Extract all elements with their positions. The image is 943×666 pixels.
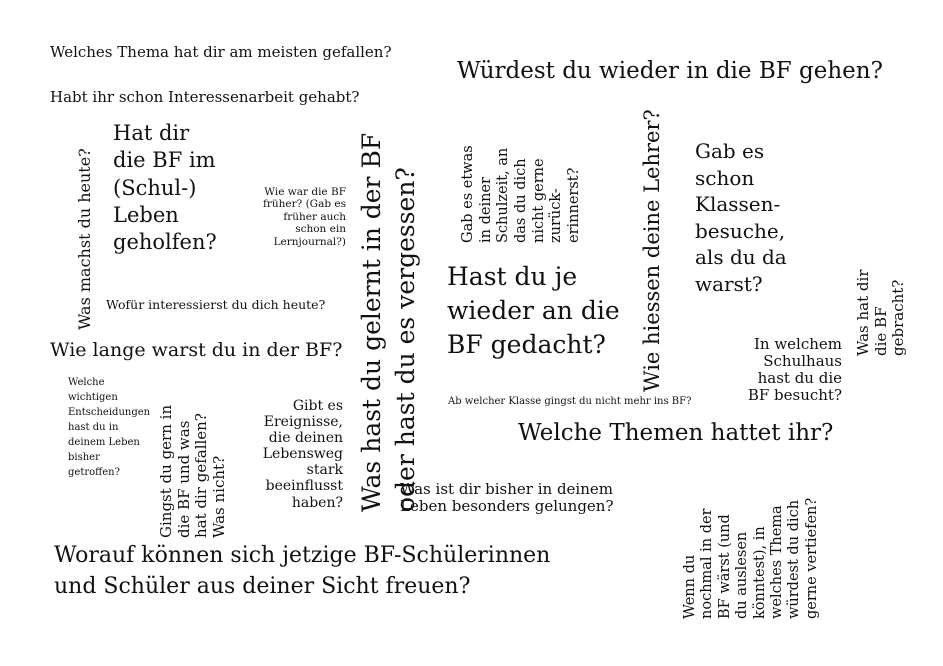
question-wieder-bf: Würdest du wieder in die BF gehen? (457, 58, 883, 84)
question-schulzeit: Gab es etwas in deiner Schulzeit, an das du dich nicht gerne zurück- erinnerst? (460, 145, 583, 243)
question-klasse-nicht-mehr: Ab welcher Klasse gingst du nicht mehr ins BF? (448, 396, 692, 407)
question-themen: Welche Themen hattet ihr? (518, 420, 834, 446)
question-was-machst: Was machst du heute? (75, 148, 94, 330)
question-nochmal: Wenn du nochmal in der BF wärst (und du auslesen könntest), in welches Thema würdest du dich gerne vertiefen? (682, 497, 820, 619)
question-gebracht: Was hat dir die BF gebracht? (854, 269, 908, 356)
question-freuen: Worauf können sich jetzige BF-Schülerinnen und Schüler aus deiner Sicht freuen? (54, 543, 551, 599)
question-je-gedacht: Hast du je wieder an die BF gedacht? (447, 262, 620, 359)
question-gern-gegangen: Gingst du gern in die BF und was hat dir gefallen? Was nicht? (157, 404, 228, 538)
question-lehrer: Wie hiessen deine Lehrer? (640, 109, 664, 392)
question-wie-lange: Wie lange warst du in der BF? (50, 339, 343, 361)
question-entscheidungen: Welche wichtigen Entscheidungen hast du in deinem Leben bisher getroffen? (68, 377, 151, 478)
question-interessierst: Wofür interessierst du dich heute? (106, 297, 326, 312)
question-klassenbesuche: Gab es schon Klassen- besuche, als du da warst? (695, 139, 787, 296)
question-interessenarbeit: Habt ihr schon Interessenarbeit gehabt? (50, 88, 360, 106)
question-gelernt-vergessen: Was hast du gelernt in der BF oder hast du es vergessen? (357, 132, 420, 512)
question-bf-geholfen: Hat dir die BF im (Schul-) Leben geholfen? (113, 121, 217, 255)
question-schulhaus: In welchem Schulhaus hast du die BF besucht? (747, 335, 842, 405)
question-bf-frueher: Wie war die BF früher? (Gab es früher auch schon ein Lernjournal?) (262, 186, 346, 248)
question-gelungen: Was ist dir bisher in deinem Leben besonders gelungen? (400, 480, 614, 515)
question-ereignisse: Gibt es Ereignisse, die deinen Lebensweg stark beeinflusst haben? (262, 398, 343, 511)
question-thema-gefallen: Welches Thema hat dir am meisten gefallen? (50, 43, 392, 61)
